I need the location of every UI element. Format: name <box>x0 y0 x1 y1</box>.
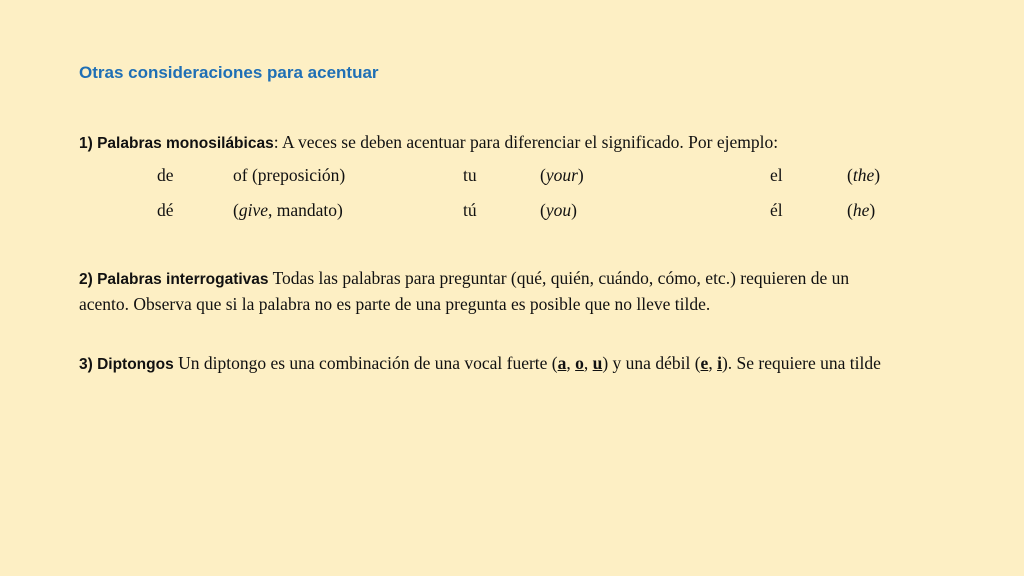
vowel-u: u <box>592 353 603 373</box>
paren-close: ) <box>571 200 577 220</box>
meaning-italic: the <box>852 165 875 185</box>
example-meaning-de-accent <box>233 200 343 221</box>
section-diptongos-label: 3) Diptongos <box>79 356 174 373</box>
example-meaning-el-accent <box>847 200 875 221</box>
meaning-rest: , mandato) <box>267 200 343 220</box>
paren-open: ( <box>540 165 546 185</box>
example-meaning-tu <box>540 165 584 186</box>
meaning-italic: your <box>545 165 578 185</box>
section-diptongos-text-b: ) y una débil ( <box>602 353 701 373</box>
section-interrogativas-text: Todas las palabras para preguntar (qué, quién, cuándo, cómo, etc.) requieren de un acento. Observa que si la palabra no es parte de una pregunta es posible que no lleve tilde. <box>79 268 850 314</box>
section-diptongos-text-c: ). Se requiere una tilde <box>721 353 881 373</box>
section-monosilabicas-text: : A veces se deben acentuar para diferenciar el significado. Por ejemplo: <box>273 132 779 152</box>
section-interrogativas <box>79 266 899 317</box>
paren-open: ( <box>233 200 239 220</box>
vowel-e: e <box>700 353 709 373</box>
paren-close: ) <box>874 165 881 185</box>
separator: , <box>566 353 576 373</box>
paren-open: ( <box>847 200 853 220</box>
slide-title: Otras consideraciones para acentuar <box>79 63 379 82</box>
example-word-de-accent: dé <box>157 200 174 220</box>
paren-open: ( <box>540 200 546 220</box>
example-word-tu: tu <box>463 165 477 185</box>
vowel-i: i <box>717 353 722 373</box>
example-word-el-accent: él <box>770 200 783 220</box>
section-diptongos <box>79 351 899 377</box>
example-meaning-tu-accent <box>540 200 577 221</box>
meaning-italic: give <box>238 200 268 220</box>
meaning-italic: he <box>852 200 870 220</box>
vowel-a: a <box>557 353 567 373</box>
example-word-el: el <box>770 165 783 185</box>
section-diptongos-text-a: Un diptongo es una combinación de una vocal fuerte ( <box>173 353 558 373</box>
example-word-de: de <box>157 165 174 185</box>
meaning-italic: you <box>545 200 572 220</box>
section-monosilabicas-label: 1) Palabras monosilábicas <box>79 135 274 152</box>
section-interrogativas-label: 2) Palabras interrogativas <box>79 271 269 288</box>
section-monosilabicas <box>79 130 899 156</box>
separator: , <box>583 353 593 373</box>
example-meaning-el <box>847 165 880 186</box>
paren-close: ) <box>869 200 876 220</box>
paren-open: ( <box>847 165 853 185</box>
example-meaning-de: of (preposición) <box>233 165 346 185</box>
vowel-o: o <box>575 353 584 373</box>
example-word-tu-accent: tú <box>463 200 477 220</box>
separator: , <box>708 353 718 373</box>
paren-close: ) <box>577 165 584 185</box>
